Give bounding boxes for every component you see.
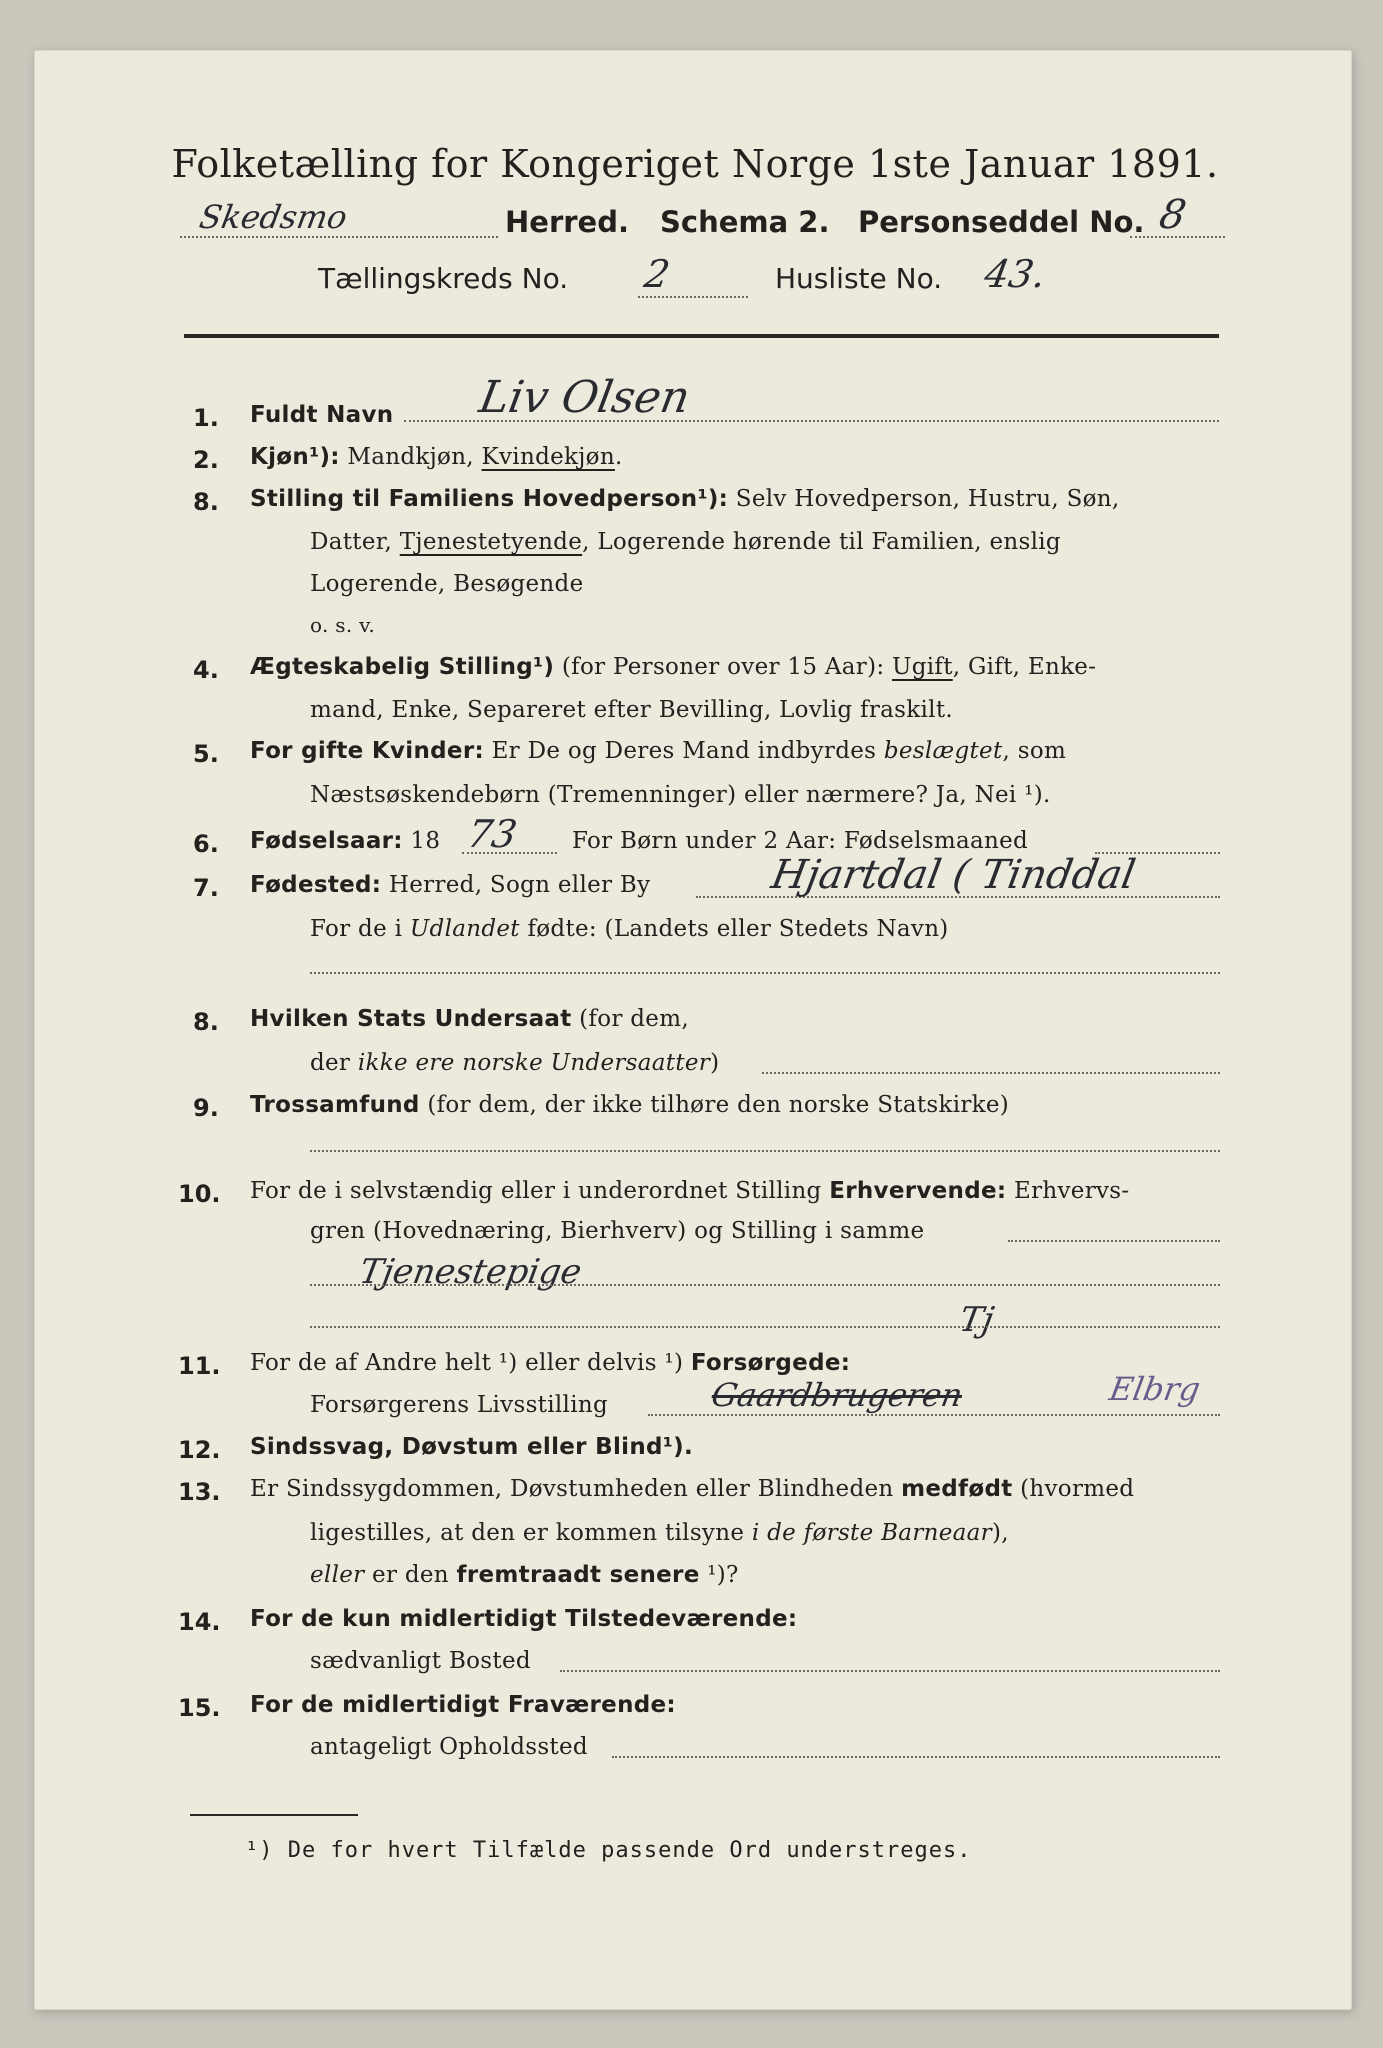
footnote-rule	[190, 1814, 358, 1816]
text: der	[310, 1050, 358, 1076]
occupation-dotted-line-2	[310, 1284, 1220, 1286]
congenital-line-2	[310, 1520, 1009, 1546]
abroad-dotted-line	[310, 972, 1220, 974]
text: Datter,	[310, 529, 400, 555]
text: , Gift, Enke-	[952, 654, 1097, 680]
item-number: 7.	[193, 874, 219, 902]
text: ligestilles, at den er kommen tilsyne	[310, 1520, 752, 1546]
text: Herred, Sogn eller By	[381, 872, 651, 898]
family-position-line-3: Logerende, Besøgende	[310, 571, 584, 597]
occupation-code-mark: Tj	[956, 1300, 997, 1340]
personseddel-value: 8	[1155, 192, 1190, 238]
header-rule	[184, 334, 1219, 338]
item-number: 13.	[178, 1478, 221, 1506]
text: , som	[1002, 738, 1067, 764]
text: For de af Andre helt ¹) eller delvis ¹)	[250, 1350, 691, 1376]
herred-label: Herred.	[505, 205, 629, 239]
text: For de i selvstændig eller i underordnet Stilling	[250, 1178, 830, 1204]
marital-status-label: Ægteskabelig Stilling¹)	[250, 654, 555, 680]
family-position-line-4: o. s. v.	[310, 613, 376, 637]
herred-dotted-line	[180, 236, 498, 238]
citizenship-line-2	[310, 1050, 719, 1076]
husliste-label: Husliste No.	[775, 262, 943, 295]
item-number: 1.	[193, 404, 219, 432]
census-form-sheet	[34, 50, 1352, 2010]
birth-year-line	[250, 828, 440, 854]
religion-dotted-line	[310, 1150, 1220, 1152]
probable-residence-dotted-line	[612, 1756, 1220, 1758]
item-number: 5.	[193, 740, 219, 768]
sex-line	[250, 444, 623, 470]
text: , Logerende hørende til Familien, enslig	[582, 529, 1061, 555]
text: For de i	[310, 916, 410, 942]
text: fødte: (Landets eller Stedets Navn)	[519, 916, 949, 942]
text: ikke ere norske Undersaatter	[357, 1050, 711, 1076]
birth-year-label: Fødselsaar:	[250, 828, 403, 854]
kreds-dotted-line	[638, 296, 748, 298]
birthplace-label: Fødested:	[250, 872, 382, 898]
family-position-line-2	[310, 529, 1061, 555]
family-position-label: Stilling til Familiens Hovedperson¹):	[250, 486, 729, 512]
punct: .	[614, 444, 623, 470]
religion-label: Trossamfund	[250, 1092, 420, 1118]
form-title: Folketælling for Kongeriget Norge 1ste Januar 1891.	[171, 142, 1219, 186]
footnote: ¹) De for hvert Tilfælde passende Ord understreges.	[245, 1838, 972, 1863]
sex-options: Mandkjøn,	[339, 444, 482, 470]
text: fremtraadt senere	[456, 1562, 700, 1588]
text: eller	[310, 1562, 365, 1588]
married-women-label: For gifte Kvinder:	[250, 738, 484, 764]
text: (hvormed	[1012, 1476, 1135, 1502]
congenital-line-3	[310, 1562, 739, 1588]
text: Er De og Deres Mand indbyrdes	[483, 738, 884, 764]
sex-label: Kjøn¹):	[250, 444, 340, 470]
birthplace-line	[250, 872, 650, 898]
probable-residence-label: antageligt Opholdssted	[310, 1734, 588, 1760]
item-number: 10.	[178, 1180, 221, 1208]
item-number: 8.	[193, 1008, 219, 1036]
full-name-label: Fuldt Navn	[250, 402, 394, 428]
item-number: 14.	[178, 1608, 221, 1636]
provider-occupation-label: Forsørgerens Livsstilling	[310, 1392, 608, 1418]
married-women-line-2: Næstsøskendebørn (Tremenninger) eller nærmere? Ja, Nei ¹).	[310, 782, 1051, 808]
text: (for dem,	[571, 1006, 689, 1032]
text: (for Personer over 15 Aar):	[554, 654, 893, 680]
item-number: 2.	[193, 446, 219, 474]
husliste-value: 43.	[981, 252, 1050, 296]
occupation-line-2: gren (Hovednæring, Bierhverv) og Stilling i samme	[310, 1218, 925, 1244]
usual-residence-dotted-line	[560, 1670, 1220, 1672]
kreds-label: Tællingskreds No.	[318, 262, 569, 295]
text: ),	[991, 1520, 1009, 1546]
occupation-dotted-line-1	[1008, 1240, 1220, 1242]
usual-residence-label: sædvanligt Bosted	[310, 1648, 531, 1674]
citizenship-dotted-line	[762, 1072, 1220, 1074]
family-position-line-1	[250, 486, 1120, 512]
birth-year-dotted-line	[462, 852, 557, 854]
occupation-value: Tjenestepige	[356, 1252, 585, 1292]
congenital-line-1	[250, 1476, 1134, 1502]
birth-year-value: 73	[464, 812, 521, 856]
item-number: 8.	[193, 488, 219, 516]
text: beslægtet	[883, 738, 1003, 764]
birth-year-prefix: 18	[402, 828, 441, 854]
schema-label: Schema 2.	[660, 205, 830, 239]
citizenship-line-1	[250, 1006, 689, 1032]
marital-status-line-2: mand, Enke, Separeret efter Bevilling, Lovlig fraskilt.	[310, 697, 953, 723]
temporary-present-label: For de kun midlertidigt Tilstedeværende:	[250, 1606, 798, 1632]
text: er den	[364, 1562, 457, 1588]
sex-selected: Kvindekjøn	[481, 444, 615, 470]
item-number: 12.	[178, 1436, 221, 1464]
temporary-absent-label: For de midlertidigt Fraværende:	[250, 1692, 676, 1718]
text: Udlandet	[409, 916, 520, 942]
item-number: 4.	[193, 656, 219, 684]
family-position-selected: Tjenestetyende	[399, 529, 583, 555]
birth-month-label: For Børn under 2 Aar: Fødselsmaaned	[572, 828, 1029, 854]
text: Er Sindssygdommen, Døvstumheden eller Blindheden	[250, 1476, 902, 1502]
congenital-label: medfødt	[901, 1476, 1013, 1502]
item-number: 11.	[178, 1352, 221, 1380]
full-name-value: Liv Olsen	[475, 372, 694, 423]
occupation-dotted-line-3	[310, 1326, 1220, 1328]
supported-line-1	[250, 1350, 850, 1376]
item-number: 6.	[193, 830, 219, 858]
text: Erhvervs-	[1006, 1178, 1130, 1204]
provider-occupation-struck-value: Gaardbrugeren	[708, 1376, 966, 1414]
abroad-line	[310, 916, 949, 942]
provider-occupation-value: Elbrg	[1106, 1370, 1204, 1408]
personseddel-label: Personseddel No.	[858, 205, 1145, 239]
marital-status-line-1	[250, 654, 1096, 680]
occupation-label: Erhvervende:	[829, 1178, 1007, 1204]
marital-status-selected: Ugift	[892, 654, 953, 680]
text: (for dem, der ikke tilhøre den norske Statskirke)	[419, 1092, 1010, 1118]
birthplace-value: Hjartdal ( Tinddal	[767, 852, 1139, 898]
occupation-line-1	[250, 1178, 1129, 1204]
citizenship-label: Hvilken Stats Undersaat	[250, 1006, 572, 1032]
herred-value: Skedsmo	[196, 198, 351, 236]
text: i de første Barneaar	[751, 1520, 992, 1546]
text: )	[710, 1050, 720, 1076]
married-women-line-1	[250, 738, 1066, 764]
disability-label: Sindssvag, Døvstum eller Blind¹).	[250, 1434, 693, 1460]
item-number: 15.	[178, 1694, 221, 1722]
provider-occupation-dotted-line	[648, 1414, 1220, 1416]
item-number: 9.	[193, 1094, 219, 1122]
supported-label: Forsørgede:	[690, 1350, 851, 1376]
kreds-value: 2	[641, 252, 674, 296]
religion-line	[250, 1092, 1009, 1118]
family-position-options: Selv Hovedperson, Hustru, Søn,	[728, 486, 1120, 512]
text: ¹)?	[699, 1562, 739, 1588]
